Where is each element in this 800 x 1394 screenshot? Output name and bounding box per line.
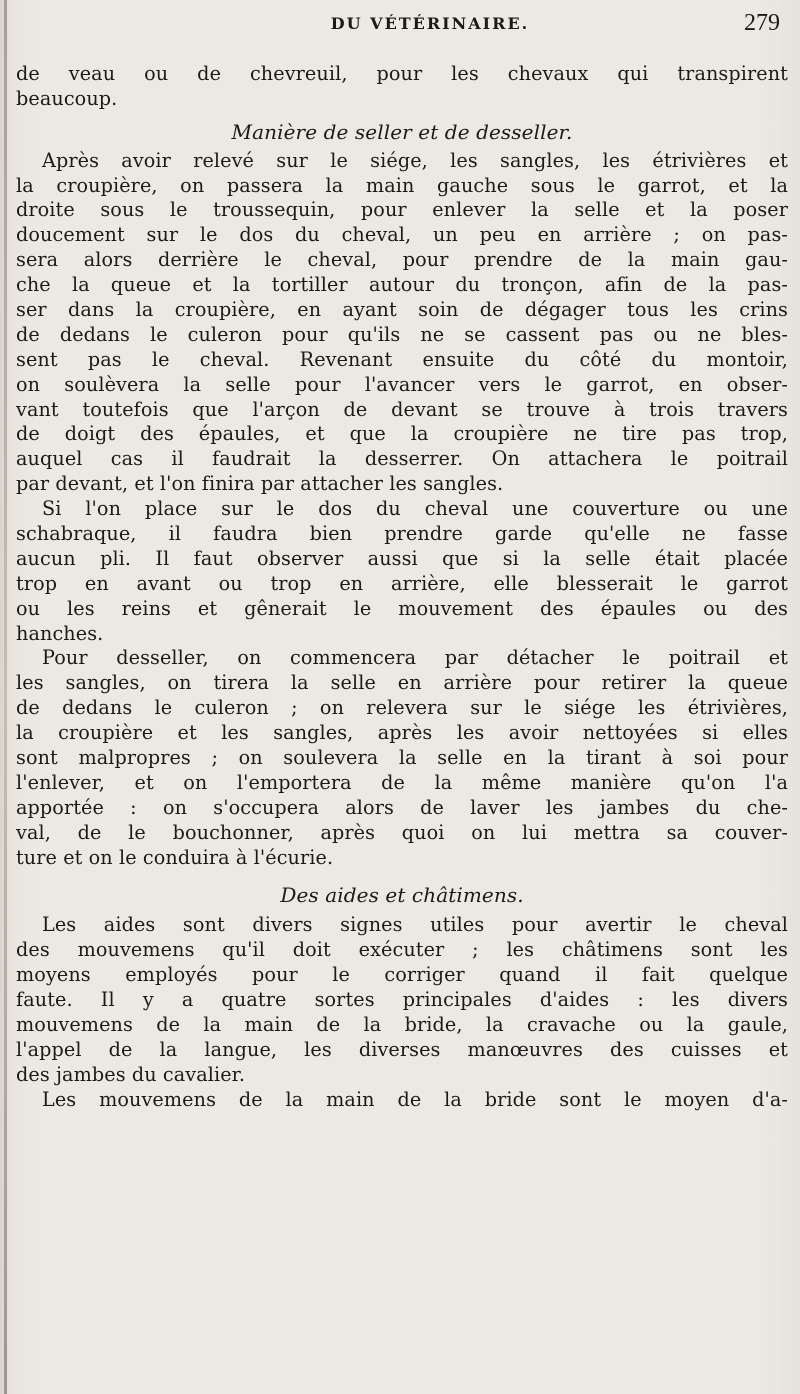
text-line: aucun pli. Il faut observer aussi que si la selle était placée: [16, 546, 788, 570]
text-line: sera alors derrière le cheval, pour prendre de la main gau-: [16, 248, 788, 272]
paragraph-gap: [16, 112, 788, 120]
text-line: faute. Il y a quatre sortes principales d'aides : les divers: [16, 988, 788, 1012]
text-line: moyens employés pour le corriger quand il fait quelque: [16, 963, 788, 987]
paragraph-first-line: Les mouvemens de la main de la bride sont le moyen d'a-: [42, 1087, 788, 1111]
text-line: val, de le bouchonner, après quoi on lui mettra sa couver-: [16, 820, 788, 844]
paragraph-gap: [16, 871, 788, 883]
text-line: sont malpropres ; on soulevera la selle en la tirant à soi pour: [16, 746, 788, 770]
text-line: la croupière, on passera la main gauche sous le garrot, et la: [16, 173, 788, 197]
running-head-title: DU VÉTÉRINAIRE.: [330, 14, 530, 33]
text-line: trop en avant ou trop en arrière, elle blesserait le garrot: [16, 571, 788, 595]
text-line: vant toutefois que l'arçon de devant se trouve à trois travers: [16, 397, 788, 421]
text-line: droite sous le troussequin, pour enlever la selle et la poser: [16, 198, 788, 222]
text-line: l'appel de la langue, les diverses manœuvres des cuisses et: [16, 1037, 788, 1061]
text-line: des jambes du cavalier.: [16, 1062, 246, 1086]
text-line: beaucoup.: [16, 86, 118, 110]
text-line: che la queue et la tortiller autour du tronçon, afin de la pas-: [16, 273, 788, 297]
text-line: on soulèvera la selle pour l'avancer vers le garrot, en obser-: [16, 372, 788, 396]
paragraph-first-line: Les aides sont divers signes utiles pour avertir le cheval: [42, 913, 788, 937]
paragraph-first-line: Pour desseller, on commencera par détacher le poitrail et: [42, 646, 788, 670]
text-line: auquel cas il faudrait la desserrer. On attachera le poitrail: [16, 447, 788, 471]
text-line: sent pas le cheval. Revenant ensuite du côté du montoir,: [16, 347, 788, 371]
text-line: les sangles, on tirera la selle en arrière pour retirer la queue: [16, 671, 788, 695]
text-line: apportée : on s'occupera alors de laver les jambes du che-: [16, 795, 788, 819]
body-text: [16, 62, 788, 1113]
section-heading: Des aides et châtimens.: [280, 882, 524, 907]
text-line: schabraque, il faudra bien prendre garde qu'elle ne fasse: [16, 522, 788, 546]
text-line: ser dans la croupière, en ayant soin de dégager tous les crins: [16, 298, 788, 322]
text-line: mouvemens de la main de la bride, la cravache ou la gaule,: [16, 1012, 788, 1036]
paragraph-first-line: Si l'on place sur le dos du cheval une couverture ou une: [42, 497, 788, 521]
text-line: ture et on le conduira à l'écurie.: [16, 845, 334, 869]
text-line: ou les reins et gênerait le mouvement des épaules ou des: [16, 596, 788, 620]
text-line: la croupière et les sangles, après les avoir nettoyées si elles: [16, 721, 788, 745]
page-binding-edge: [4, 0, 7, 1394]
text-line: de dedans le culeron pour qu'ils ne se cassent pas ou ne bles-: [16, 322, 788, 346]
text-line: par devant, et l'on finira par attacher les sangles.: [16, 472, 504, 496]
text-line: de dedans le culeron ; on relevera sur le siége les étrivières,: [16, 696, 788, 720]
text-line: l'enlever, et on l'emportera de la même manière qu'on l'a: [16, 770, 788, 794]
page-number: 279: [744, 10, 780, 36]
running-head: [80, 10, 780, 44]
text-line: des mouvemens qu'il doit exécuter ; les châtimens sont les: [16, 938, 788, 962]
paragraph-first-line: Après avoir relevé sur le siége, les sangles, les étrivières et: [42, 148, 788, 172]
section-heading: Manière de seller et de desseller.: [231, 119, 573, 144]
text-line: doucement sur le dos du cheval, un peu en arrière ; on pas-: [16, 223, 788, 247]
text-line: de veau ou de chevreuil, pour les chevaux qui transpirent: [16, 62, 788, 85]
text-line: hanches.: [16, 621, 104, 645]
text-line: de doigt des épaules, et que la croupière ne tire pas trop,: [16, 422, 788, 446]
